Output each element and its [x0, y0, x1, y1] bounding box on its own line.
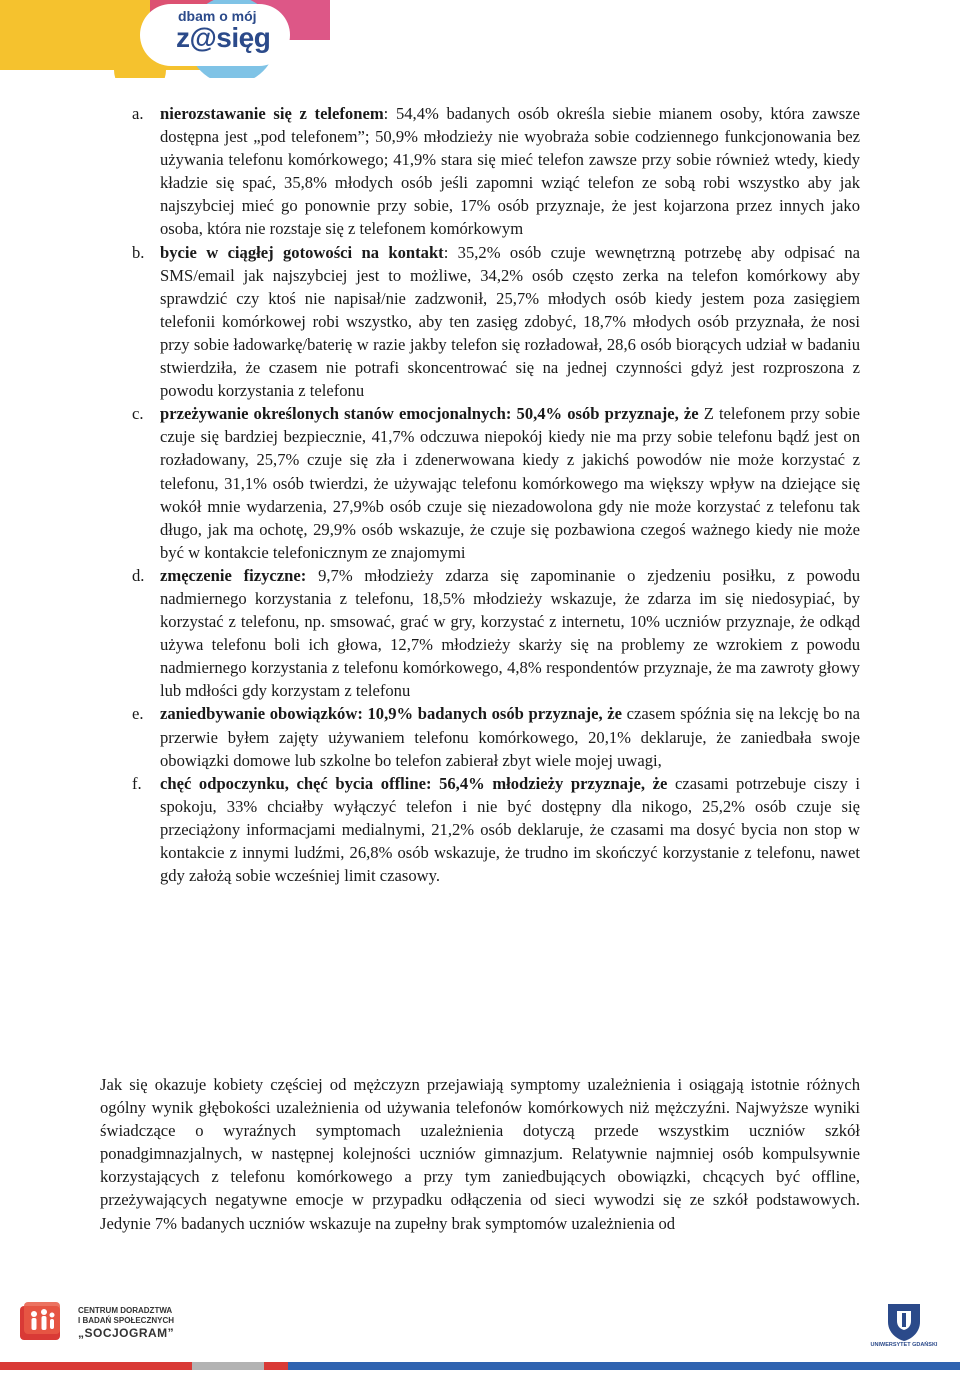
stripe-segment-red-2	[264, 1362, 288, 1370]
stripe-segment-gray	[192, 1362, 264, 1370]
list-item	[132, 702, 860, 771]
list-marker: e.	[132, 704, 144, 724]
symptom-list	[132, 102, 860, 887]
stripe-segment-red	[0, 1362, 192, 1370]
list-item	[132, 402, 860, 564]
socjogram-logo	[16, 1296, 216, 1356]
ug-logo	[868, 1300, 940, 1350]
list-marker: d.	[132, 565, 145, 585]
socjogram-people-icon	[18, 1300, 64, 1344]
list-marker: c.	[132, 404, 144, 424]
item-lead: nierozstawanie się z telefonem	[160, 104, 384, 123]
item-text: : 54,4% badanych osób określa siebie mianem osoby, która zawsze dostępna jest „pod telefonem”; 50,9% młodzieży nie wyobraża sobie codziennego funkcjonowania bez używania telefonu komórkowego; 41,9% stara się mieć telefon zawsze przy sobie również wtedy, kiedy kładzie się spać, 35,8% młodych osób jeśli zapomni wziąć telefon ze sobą robi wszystko aby jak najszybciej mieć go ponownie przy sobie, 17% osób przyznaje, że jest kojarzona przez innych jako osoba, która nie rozstaje się z telefonem komórkowym	[160, 104, 860, 239]
list-item	[132, 564, 860, 703]
item-lead: przeżywanie określonych stanów emocjonalnych: 50,4% osób przyznaje, że	[160, 404, 699, 424]
item-text: : 35,2% osób czuje wewnętrzną potrzebę aby odpisać na SMS/email jak najszybciej jest to możliwe, 34,2% osób często zerka na telefon komórkowy aby sprawdzić czy ktoś nie napisał/nie zadzwonił, 25,7% młodych osób kiedy jestem poza zasięgiem telefonii komórkowej robi wszystko, aby ten zasięg zdobyć, 18,7% młodych osób przyznała, że nosi przy sobie ładowarkę/baterię w razie jakby telefon się rozładował, 28,6 osób biorących udział w badaniu stwierdziła, że czasem nie potrafi skoncentrować się na jednej czynności gdyż jest rozproszona z powodu korzystania z telefonu	[160, 242, 860, 401]
stripe-segment-blue	[288, 1362, 960, 1370]
list-item	[132, 102, 860, 241]
list-item	[132, 241, 860, 403]
logo-line-2: z@sięg	[176, 22, 271, 53]
item-lead: zmęczenie fizyczne:	[160, 565, 307, 585]
list-item	[132, 772, 860, 887]
item-lead: chęć odpoczynku, chęć bycia offline: 56,4% młodzieży przyznaje, że	[160, 773, 668, 793]
list-marker: b.	[132, 242, 145, 262]
item-lead: bycie w ciągłej gotowości na kontakt	[160, 242, 444, 262]
header-logo	[0, 0, 330, 78]
footer-right-label: UNIWERSYTET GDAŃSKI	[870, 1342, 938, 1348]
footer-left-line-1: CENTRUM DORADZTWA	[78, 1306, 173, 1315]
footer-left-line-2: I BADAŃ SPOŁECZNYCH	[78, 1316, 175, 1325]
university-crest-icon	[868, 1300, 940, 1342]
item-lead: zaniedbywanie obowiązków: 10,9% badanych osób przyznaje, że	[160, 704, 623, 724]
item-text: 9,7% młodzieży zdarza się zapominanie o zjedzeniu posiłku, z powodu nadmiernego korzystania z telefonu, 18,5% młodzieży wskazuje, że zdarza im się niedosypiać, by korzystać z telefonu, np. smsować, grać w gry, korzystać z internetu, 10% uczniów przyznaje, że odkąd używa telefonu boli ich głowa, 12,7% młodzieży skarży się na problemy ze wzrokiem z powodu nadmiernego korzystania z telefonu komórkowego, 4,8% respondentów przyznaje, że ma zawroty głowy lub mdłości gdy korzystam z telefonu	[160, 565, 861, 701]
item-text: czasem spóźnia się na lekcję bo na przerwie byłem zajęty używaniem telefonu komórkowego, 20,1% deklaruje, że zaniedbała swoje obowiązki domowe lub szkolne bo telefon zabierał zbyt wiele mojej uwagi,	[160, 704, 860, 770]
item-text: czasami potrzebuje ciszy i spokoju, 33% chciałby wyłączyć telefon i nie być dostępny dla nikogo, 25,2% osób czuje się przeciążony informacjami medialnymi, 21,2% osób deklaruje, że czasami ma dosyć bycia non stop w kontakcie z innymi ludźmi, 26,8% osób wskazuje, że trudno im skończyć korzystanie z telefonu, nawet gdy założą sobie wcześniej limit czasowy.	[160, 773, 860, 886]
item-text: Z telefonem przy sobie czuje się bardziej bezpiecznie, 41,7% odczuwa niepokój kiedy nie ma przy sobie telefonu bądź jest on rozładowany, 25,7% czuje się zła i zdenerwowana kiedy z jakichś powodów nie może korzystać z telefonu, 31,1% osób twierdzi, że używając telefonu komórkowego ma większy wpływ na dziejące się wokół mnie wydarzenia, 27,9%b osób czuje się niezadowolona gdy nie może korzystać z telefonu tak długo, jak ma ochotę, 29,9% osób wskazuje, że czuje się pozbawiona czegoś ważnego kiedy nie może być w kontakcie telefonicznym ze znajomymi	[160, 404, 860, 562]
list-marker: a.	[132, 104, 144, 123]
footer-left-line-3: „SOCJOGRAM”	[78, 1326, 175, 1340]
logo-line-1: dbam o mój	[178, 8, 257, 24]
list-marker: f.	[132, 773, 142, 793]
summary-paragraph: Jak się okazuje kobiety częściej od mężczyzn przejawiają symptomy uzależnienia i osiągają istotnie różnych ogólny wynik głębokości uzależnienia od używania telefonów komórkowych niż mężczyźni. Najwyższe wyniki świadczące o wyraźnych symptomach uzależnienia dotyczą przede wszystkim uczniów szkół ponadgimnazjalnych, w następnej kolejności uczniów gimnazjum. Relatywnie najmniej osób kompulsywnie korzystających z telefonu komórkowego a przy tym zaniedbujących obowiązki, chcących być offline, przeżywających negatywne emocje w przypadku odłączenia od sieci wywodzi się ze szkół podstawowych. Jedynie 7% badanych uczniów wskazuje na zupełny brak symptomów uzależnienia od	[100, 1075, 860, 1233]
